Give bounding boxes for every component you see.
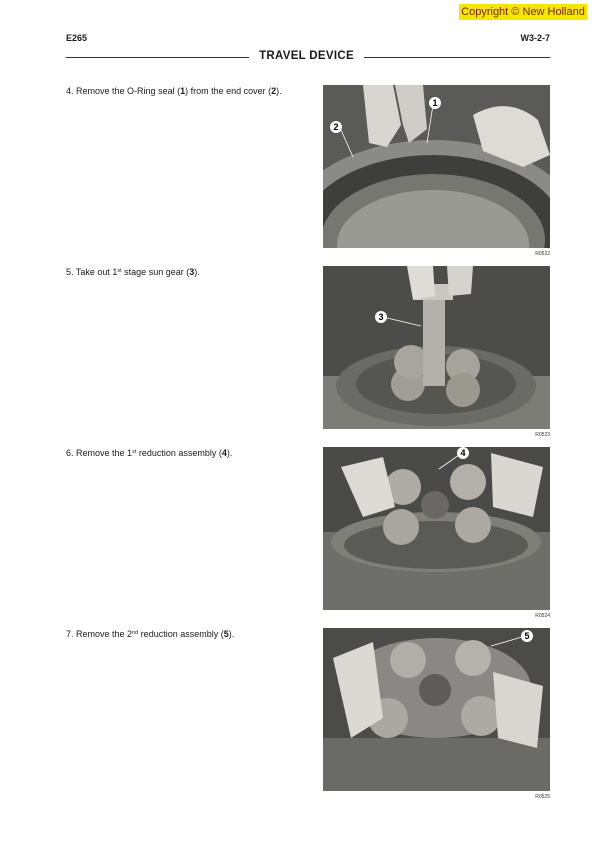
step-number: 5. bbox=[66, 267, 74, 277]
step-4-text: 4. Remove the O-Ring seal (1) from the end cover (2). bbox=[66, 86, 282, 96]
step-5-text: 5. Take out 1st stage sun gear (3). bbox=[66, 267, 200, 277]
callout-2: 2 bbox=[333, 122, 339, 132]
section-header bbox=[66, 48, 550, 66]
callout-3: 3 bbox=[378, 312, 384, 322]
figure-ref: R0524 bbox=[535, 613, 550, 619]
step-number: 7. bbox=[66, 629, 74, 639]
title-rule-right bbox=[364, 57, 550, 58]
title-rule-left bbox=[66, 57, 249, 58]
callout-4: 4 bbox=[460, 448, 466, 458]
section-title: TRAVEL DEVICE bbox=[259, 50, 354, 62]
photo-oring-seal bbox=[323, 85, 550, 248]
figure-ref: R0522 bbox=[535, 251, 550, 257]
callout-5: 5 bbox=[524, 631, 530, 641]
callout-1: 1 bbox=[432, 98, 438, 108]
step-number: 6. bbox=[66, 448, 74, 458]
step-number: 4. bbox=[66, 86, 74, 96]
photo-sun-gear bbox=[323, 266, 550, 429]
photo-first-reduction bbox=[323, 447, 550, 610]
page-number: W3-2-7 bbox=[520, 33, 550, 43]
step-7-text: 7. Remove the 2nd reduction assembly (5). bbox=[66, 629, 235, 639]
photo-second-reduction bbox=[323, 628, 550, 791]
step-6-text: 6. Remove the 1st reduction assembly (4). bbox=[66, 448, 233, 458]
copyright-banner: Copyright © New Holland bbox=[459, 4, 587, 20]
figure-ref: R0525 bbox=[535, 794, 550, 800]
figure-ref: R0523 bbox=[535, 432, 550, 438]
model-code: E265 bbox=[66, 33, 88, 43]
